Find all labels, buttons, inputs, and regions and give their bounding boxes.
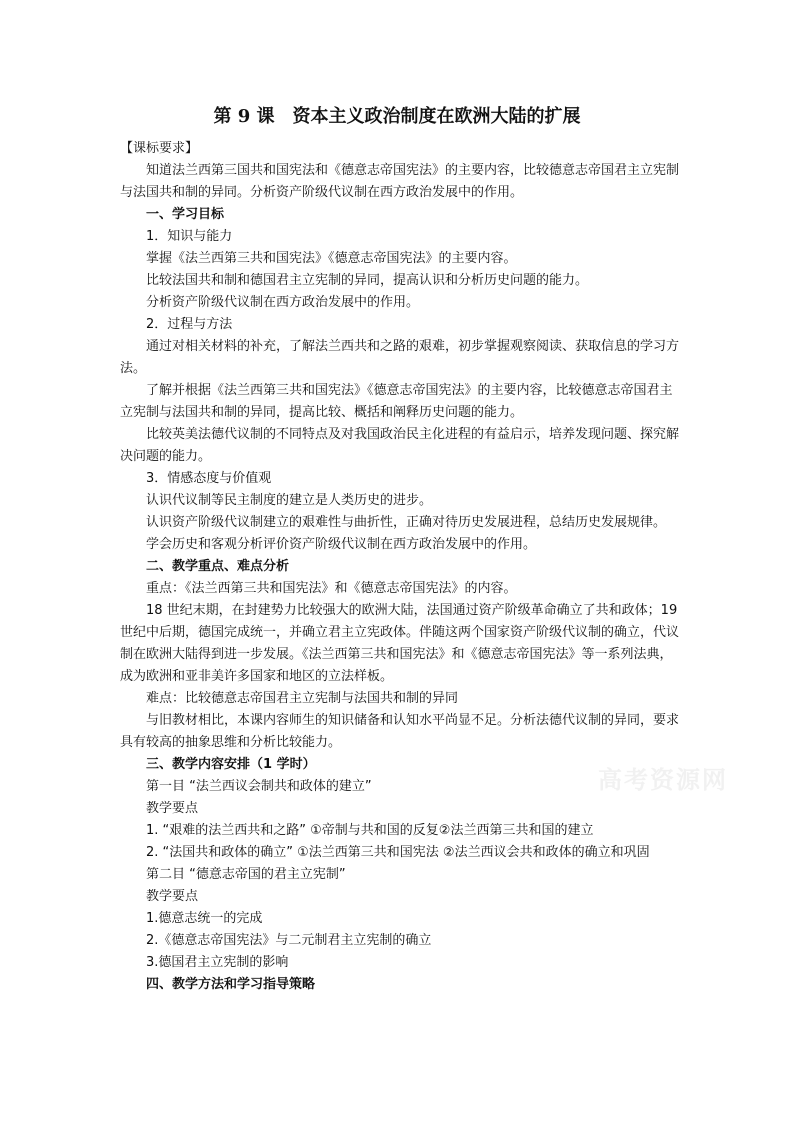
body-paragraph: 掌握《法兰西第三共和国宪法》《德意志帝国宪法》的主要内容。 [146,251,517,266]
body-paragraph: 重点：《法兰西第三共和国宪法》和《德意志帝国宪法》的内容。 [146,581,517,596]
subheading: 1．知识与能力 [146,229,233,244]
watermark-text: 高考资源网 [598,766,728,794]
section-heading-key-points: 二、教学重点、难点分析 [146,559,290,574]
body-paragraph: 分析资产阶级代议制在西方政治发展中的作用。 [146,295,420,310]
body-paragraph: 通过对相关材料的补充，了解法兰西共和之路的艰难，初步掌握观察阅读、获取信息的学习方法。 [120,339,680,376]
body-paragraph: 比较法国共和制和德国君主立宪制的异同，提高认识和分析历史问题的能力。 [146,273,589,288]
subheading: 2．过程与方法 [146,317,233,332]
document-body [120,138,680,996]
section-label-curriculum: 【课标要求】 [120,141,199,156]
section-heading-objectives: 一、学习目标 [146,207,225,222]
body-paragraph: 第二目 “德意志帝国的君主立宪制” [146,867,346,882]
section-heading-methods: 四、教学方法和学习指导策略 [146,977,316,992]
list-item: 3.德国君主立宪制的影响 [146,955,289,970]
list-item: 2.《德意志帝国宪法》与二元制君主立宪制的确立 [146,933,432,948]
body-paragraph: 知道法兰西第三国共和国宪法和《德意志帝国宪法》的主要内容，比较德意志帝国君主立宪制与法国共和制的异同。分析资产阶级代议制在西方政治发展中的作用。 [120,163,680,200]
body-paragraph: 比较英美法德代议制的不同特点及对我国政治民主化进程的有益启示，培养发现问题、探究解决问题的能力。 [120,427,680,464]
section-heading-arrangement: 三、教学内容安排（1 学时） [146,757,316,772]
body-paragraph: 难点：比较德意志帝国君主立宪制与法国共和制的异同 [146,691,459,706]
document-title: 第 9 课 资本主义政治制度在欧洲大陆的扩展 [213,106,581,127]
body-paragraph: 18 世纪末期，在封建势力比较强大的欧洲大陆，法国通过资产阶级革命确立了共和政体；19 世纪中后期，德国完成统一，并确立君主立宪政体。伴随这两个国家资产阶级代议制的确立，代议制在欧洲大陆得到进一步发展。《法兰西第三共和国宪法》和《德意志帝国宪法》等一系列法典，成为欧洲和亚非美许多国家和地区的立法样板。 [120,603,680,684]
body-paragraph: 学会历史和客观分析评价资产阶级代议制在西方政治发展中的作用。 [146,537,537,552]
body-paragraph: 认识代议制等民主制度的建立是人类历史的进步。 [146,493,433,508]
body-paragraph: 与旧教材相比，本课内容师生的知识储备和认知水平尚显不足。分析法德代议制的异同，要求具有较高的抽象思维和分析比较能力。 [120,713,680,750]
body-paragraph: 了解并根据《法兰西第三共和国宪法》《德意志帝国宪法》的主要内容，比较德意志帝国君主立宪制与法国共和制的异同，提高比较、概括和阐释历史问题的能力。 [120,383,673,420]
list-item: 2. “法国共和政体的确立” ①法兰西第三共和国宪法 ②法兰西议会共和政体的确立和巩固 [146,845,650,860]
body-paragraph: 认识资产阶级代议制建立的艰难性与曲折性，正确对待历史发展进程，总结历史发展规律。 [146,515,667,530]
body-paragraph: 教学要点 [146,889,199,904]
list-item: 1.德意志统一的完成 [146,911,263,926]
list-item: 1. “艰难的法兰西共和之路” ①帝制与共和国的反复②法兰西第三共和国的建立 [146,823,594,838]
body-paragraph: 教学要点 [146,801,199,816]
subheading: 3．情感态度与价值观 [146,471,272,486]
body-paragraph: 第一目 “法兰西议会制共和政体的建立” [146,779,372,794]
